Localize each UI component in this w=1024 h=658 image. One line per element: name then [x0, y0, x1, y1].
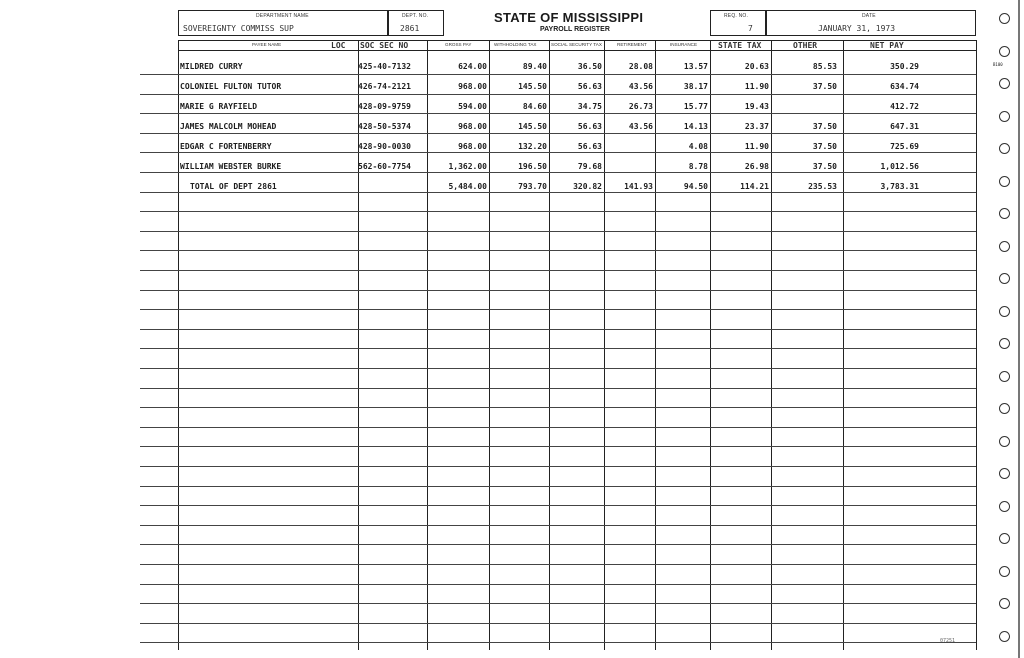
- ruled-line: [140, 231, 976, 232]
- row-ss-tax: 56.63: [577, 82, 602, 91]
- col-header-social-security-tax: SOCIAL SECURITY TAX: [551, 42, 602, 47]
- row-net: 647.31: [890, 122, 919, 131]
- ruled-line: [140, 388, 976, 389]
- ruled-line: [140, 270, 976, 271]
- total-net: 3,783.31: [880, 182, 919, 191]
- ruled-line: [140, 544, 976, 545]
- ruled-line: [140, 152, 976, 153]
- tractor-hole: [999, 46, 1010, 57]
- ruled-line: [140, 74, 976, 75]
- tractor-hole: [999, 631, 1010, 642]
- ruled-line: [140, 623, 976, 624]
- ruled-line: [140, 525, 976, 526]
- row-withholding: 145.50: [518, 122, 547, 131]
- col-header-loc: LOC: [331, 41, 346, 50]
- row-net: 725.69: [890, 142, 919, 151]
- total-label: TOTAL OF DEPT 2861: [190, 182, 277, 191]
- row-name: MARIE G RAYFIELD: [180, 102, 258, 111]
- tractor-hole: [999, 78, 1010, 89]
- ruled-line: [140, 94, 976, 95]
- total-gross: 5,484.00: [448, 182, 487, 191]
- tractor-hole: [999, 241, 1010, 252]
- col-header-other: OTHER: [793, 41, 818, 50]
- row-other: 37.50: [812, 162, 837, 171]
- row-other: 37.50: [812, 122, 837, 131]
- tractor-hole: [999, 208, 1010, 219]
- ruled-line: [140, 348, 976, 349]
- row-insurance: 4.08: [688, 142, 708, 151]
- row-ss-tax: 36.50: [577, 62, 602, 71]
- ruled-line: [140, 407, 976, 408]
- row-retirement: 26.73: [628, 102, 653, 111]
- col-header-soc-sec-no: SOC SEC NO: [360, 41, 409, 50]
- row-name: MILDRED CURRY: [180, 62, 243, 71]
- column-header-border: [178, 50, 976, 51]
- req-no-label: REQ. NO.: [724, 13, 749, 19]
- date-label: DATE: [862, 13, 876, 19]
- ruled-line: [140, 329, 976, 330]
- row-state-tax: 20.63: [744, 62, 769, 71]
- row-withholding: 89.40: [522, 62, 547, 71]
- form-code: B100: [993, 62, 1003, 67]
- row-net: 1,012.56: [880, 162, 919, 171]
- tractor-hole: [999, 501, 1010, 512]
- row-gross: 624.00: [458, 62, 487, 71]
- row-name: JAMES MALCOLM MOHEAD: [180, 122, 277, 131]
- ruled-line: [140, 368, 976, 369]
- tractor-hole: [999, 533, 1010, 544]
- ruled-line: [140, 309, 976, 310]
- col-header-retirement: RETIREMENT: [617, 42, 647, 47]
- row-gross: 968.00: [458, 142, 487, 151]
- row-name: EDGAR C FORTENBERRY: [180, 142, 272, 151]
- row-gross: 968.00: [458, 122, 487, 131]
- row-ss-tax: 56.63: [577, 122, 602, 131]
- ruled-line: [140, 642, 976, 643]
- col-header-state-tax: STATE TAX: [718, 41, 762, 50]
- row-insurance: 8.78: [688, 162, 708, 171]
- ruled-line: [140, 486, 976, 487]
- perforation-edge: [1018, 0, 1020, 658]
- ruled-line: [140, 564, 976, 565]
- row-net: 634.74: [890, 82, 919, 91]
- tractor-hole: [999, 306, 1010, 317]
- row-net: 350.29: [890, 62, 919, 71]
- row-state-tax: 19.43: [744, 102, 769, 111]
- page-subtitle: PAYROLL REGISTER: [540, 26, 610, 33]
- row-insurance: 13.57: [683, 62, 708, 71]
- col-header-payee-name: PAYEE NAME: [252, 42, 282, 47]
- department-name-label: DEPARTMENT NAME: [256, 13, 309, 19]
- total-other: 235.53: [808, 182, 837, 191]
- row-insurance: 38.17: [683, 82, 708, 91]
- row-gross: 968.00: [458, 82, 487, 91]
- tractor-hole: [999, 566, 1010, 577]
- tractor-hole: [999, 468, 1010, 479]
- row-state-tax: 26.98: [744, 162, 769, 171]
- row-other: 37.50: [812, 82, 837, 91]
- total-state-tax: 114.21: [740, 182, 769, 191]
- tractor-hole: [999, 338, 1010, 349]
- ruled-line: [140, 250, 976, 251]
- col-divider: [976, 40, 977, 650]
- row-state-tax: 11.90: [744, 82, 769, 91]
- total-retirement: 141.93: [624, 182, 653, 191]
- dept-no-label: DEPT. NO.: [402, 13, 429, 19]
- page-title: STATE OF MISSISSIPPI: [494, 10, 644, 25]
- row-ssn: 426-74-2121: [358, 82, 411, 91]
- table-top-border: [178, 40, 976, 41]
- ruled-line: [140, 290, 976, 291]
- ruled-line: [140, 446, 976, 447]
- col-header-net-pay: NET PAY: [870, 41, 904, 50]
- total-ss-tax: 320.82: [573, 182, 602, 191]
- ruled-line: [140, 427, 976, 428]
- date-value: JANUARY 31, 1973: [818, 24, 896, 33]
- total-insurance: 94.50: [683, 182, 708, 191]
- row-withholding: 132.20: [518, 142, 547, 151]
- row-ss-tax: 79.68: [577, 162, 602, 171]
- tractor-hole: [999, 598, 1010, 609]
- row-ss-tax: 56.63: [577, 142, 602, 151]
- row-state-tax: 11.90: [744, 142, 769, 151]
- col-header-gross-pay: GROSS PAY: [445, 42, 472, 47]
- ruled-line: [140, 584, 976, 585]
- row-ssn: 428-50-5374: [358, 122, 411, 131]
- row-insurance: 15.77: [683, 102, 708, 111]
- ruled-line: [140, 172, 976, 173]
- row-ssn: 425-40-7132: [358, 62, 411, 71]
- row-ssn: 428-09-9759: [358, 102, 411, 111]
- row-net: 412.72: [890, 102, 919, 111]
- tractor-hole: [999, 176, 1010, 187]
- row-withholding: 84.60: [522, 102, 547, 111]
- row-retirement: 43.56: [628, 122, 653, 131]
- row-name: WILLIAM WEBSTER BURKE: [180, 162, 282, 171]
- row-gross: 594.00: [458, 102, 487, 111]
- tractor-hole: [999, 13, 1010, 24]
- row-ss-tax: 34.75: [577, 102, 602, 111]
- row-ssn: 562-60-7754: [358, 162, 411, 171]
- ruled-line: [140, 133, 976, 134]
- col-divider: [178, 40, 179, 650]
- row-ssn: 428-90-0030: [358, 142, 411, 151]
- tractor-hole: [999, 273, 1010, 284]
- ruled-line: [140, 603, 976, 604]
- ruled-line: [140, 113, 976, 114]
- tractor-hole: [999, 143, 1010, 154]
- req-no-value: 7: [748, 24, 753, 33]
- tractor-hole: [999, 436, 1010, 447]
- ruled-line: [140, 211, 976, 212]
- col-header-withholding-tax: WITHHOLDING TAX: [494, 42, 537, 47]
- row-withholding: 145.50: [518, 82, 547, 91]
- row-gross: 1,362.00: [448, 162, 487, 171]
- total-withholding: 793.70: [518, 182, 547, 191]
- row-retirement: 28.08: [628, 62, 653, 71]
- row-withholding: 196.50: [518, 162, 547, 171]
- row-other: 37.50: [812, 142, 837, 151]
- row-state-tax: 23.37: [744, 122, 769, 131]
- tractor-hole: [999, 403, 1010, 414]
- dept-no-value: 2861: [400, 24, 420, 33]
- row-retirement: 43.56: [628, 82, 653, 91]
- row-name: COLONIEL FULTON TUTOR: [180, 82, 282, 91]
- row-insurance: 14.13: [683, 122, 708, 131]
- department-name-value: SOVEREIGNTY COMMISS SUP: [183, 24, 294, 33]
- row-other: 85.53: [812, 62, 837, 71]
- tractor-hole: [999, 111, 1010, 122]
- tractor-hole: [999, 371, 1010, 382]
- footer-stamp: 07251: [940, 638, 956, 644]
- col-header-insurance: INSURANCE: [670, 42, 698, 47]
- ruled-line: [140, 466, 976, 467]
- ruled-line: [140, 505, 976, 506]
